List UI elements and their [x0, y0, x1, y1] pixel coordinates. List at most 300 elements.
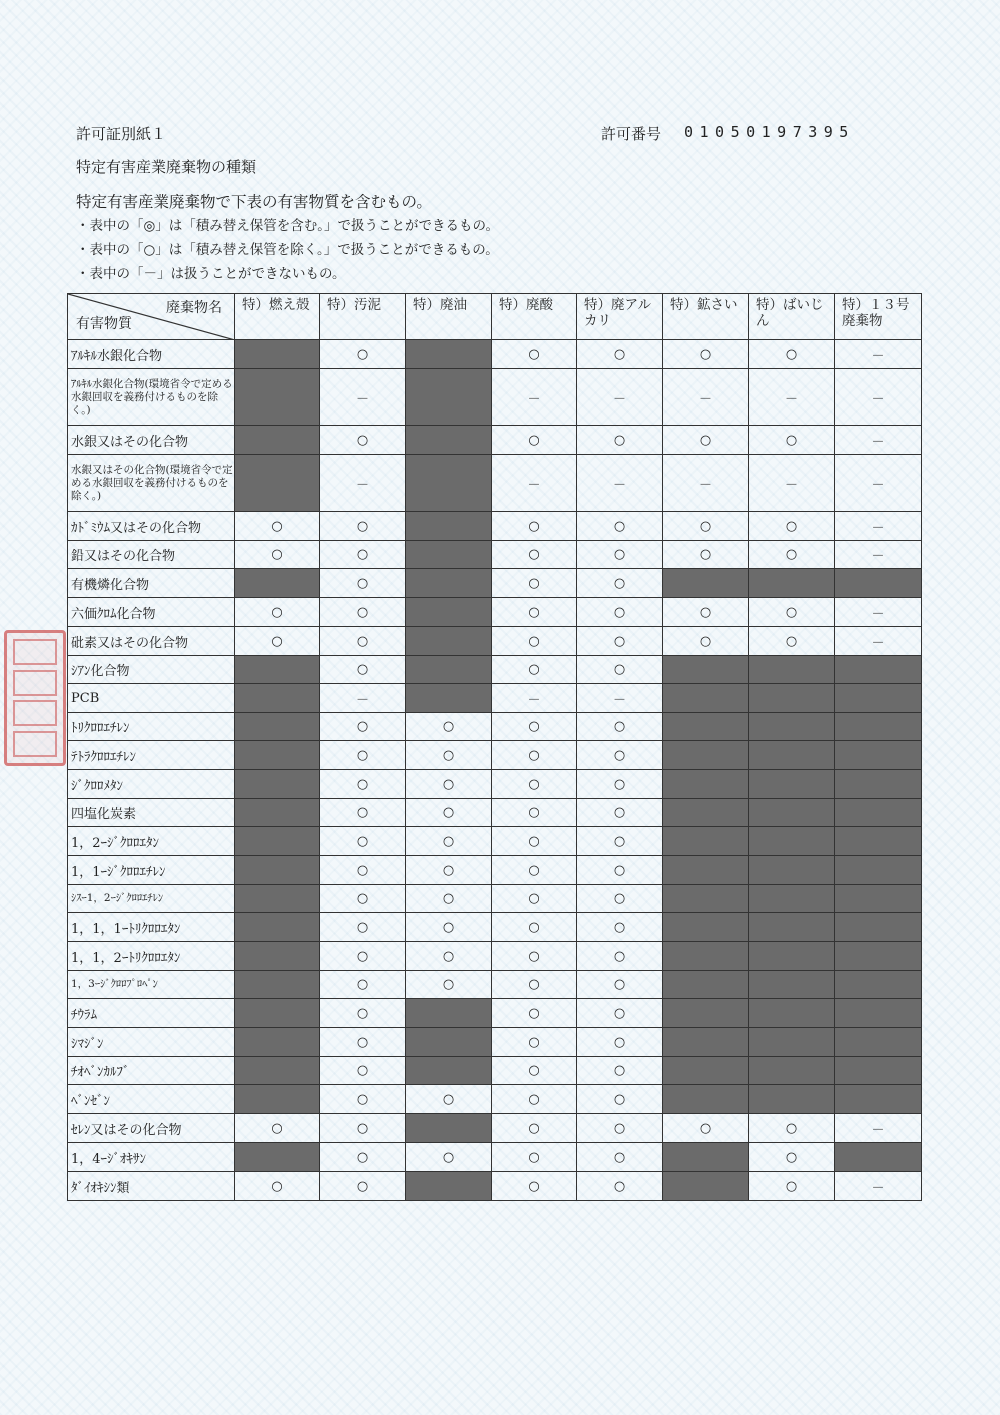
symbol-cell: ○ — [749, 340, 835, 369]
symbol-cell: ○ — [577, 856, 663, 885]
symbol-cell: ○ — [406, 1085, 492, 1114]
not-applicable-cell — [235, 684, 320, 713]
substance-name: 1，1，1ｰﾄﾘｸﾛﾛｴﾀﾝ — [68, 913, 235, 942]
symbol-cell: ○ — [577, 827, 663, 856]
symbol-cell: － — [577, 455, 663, 512]
not-applicable-cell — [235, 1085, 320, 1114]
symbol-cell: ○ — [577, 340, 663, 369]
not-applicable-cell — [835, 942, 922, 971]
not-applicable-cell — [663, 971, 749, 999]
symbol-cell: ○ — [320, 627, 406, 656]
symbol-cell: ○ — [492, 971, 577, 999]
not-applicable-cell — [406, 340, 492, 369]
symbol-cell: ○ — [406, 913, 492, 942]
symbol-cell: ○ — [320, 1114, 406, 1143]
symbol-cell: － — [835, 340, 922, 369]
not-applicable-cell — [235, 741, 320, 770]
table-row — [68, 627, 922, 656]
symbol-cell: ○ — [577, 1143, 663, 1172]
symbol-cell: － — [577, 369, 663, 426]
table-row — [68, 856, 922, 885]
substance-name: ﾁｵﾍﾞﾝｶﾙﾌﾞ — [68, 1057, 235, 1085]
not-applicable-cell — [835, 913, 922, 942]
symbol-cell: ○ — [577, 741, 663, 770]
symbol-cell: ○ — [320, 426, 406, 455]
symbol-cell: ○ — [492, 1085, 577, 1114]
not-applicable-cell — [835, 569, 922, 598]
not-applicable-cell — [663, 713, 749, 741]
not-applicable-cell — [835, 856, 922, 885]
substance-name: 六価ｸﾛﾑ化合物 — [68, 598, 235, 627]
not-applicable-cell — [235, 770, 320, 799]
column-header: 特）燃え殻 — [235, 294, 320, 340]
symbol-cell: ○ — [320, 942, 406, 971]
not-applicable-cell — [235, 856, 320, 885]
table-row — [68, 1114, 922, 1143]
symbol-cell: ○ — [577, 656, 663, 684]
symbol-cell: ○ — [492, 1172, 577, 1201]
symbol-cell: ○ — [320, 913, 406, 942]
table-row — [68, 770, 922, 799]
substance-name: 鉛又はその化合物 — [68, 541, 235, 569]
symbol-cell: ○ — [577, 1085, 663, 1114]
not-applicable-cell — [406, 1057, 492, 1085]
substance-name: 1，2ｰｼﾞｸﾛﾛｴﾀﾝ — [68, 827, 235, 856]
not-applicable-cell — [749, 856, 835, 885]
table-row — [68, 569, 922, 598]
not-applicable-cell — [749, 942, 835, 971]
symbol-cell: ○ — [492, 541, 577, 569]
symbol-cell: ○ — [492, 999, 577, 1028]
not-applicable-cell — [835, 999, 922, 1028]
table-row — [68, 1172, 922, 1201]
symbol-cell: ○ — [577, 713, 663, 741]
symbol-cell: ○ — [663, 426, 749, 455]
not-applicable-cell — [235, 799, 320, 827]
not-applicable-cell — [749, 913, 835, 942]
not-applicable-cell — [406, 1172, 492, 1201]
corner-substance-label: 有害物質 — [76, 316, 132, 332]
symbol-cell: ○ — [492, 512, 577, 541]
not-applicable-cell — [835, 1057, 922, 1085]
symbol-cell: ○ — [406, 827, 492, 856]
symbol-cell: ○ — [663, 598, 749, 627]
not-applicable-cell — [235, 1057, 320, 1085]
not-applicable-cell — [406, 684, 492, 713]
note-2: ・表中の「○」は「積み替え保管を除く。」で扱うことができるもの。 — [76, 242, 499, 258]
symbol-cell: ○ — [235, 627, 320, 656]
not-applicable-cell — [835, 684, 922, 713]
symbol-cell: ○ — [235, 512, 320, 541]
symbol-cell: ○ — [235, 598, 320, 627]
not-applicable-cell — [749, 885, 835, 913]
symbol-cell: ○ — [492, 1057, 577, 1085]
table-row — [68, 799, 922, 827]
symbol-cell: － — [749, 369, 835, 426]
symbol-cell: ○ — [320, 512, 406, 541]
symbol-cell: ○ — [577, 999, 663, 1028]
symbol-cell: ○ — [663, 627, 749, 656]
symbol-cell: ○ — [320, 971, 406, 999]
column-header: 特）１３号廃棄物 — [835, 294, 922, 340]
not-applicable-cell — [663, 1143, 749, 1172]
symbol-cell: ○ — [492, 656, 577, 684]
symbol-cell: ○ — [577, 913, 663, 942]
table-row — [68, 369, 922, 426]
substance-name: 水銀又はその化合物 — [68, 426, 235, 455]
not-applicable-cell — [235, 569, 320, 598]
table-row — [68, 942, 922, 971]
substance-name: 四塩化炭素 — [68, 799, 235, 827]
symbol-cell: ○ — [492, 426, 577, 455]
not-applicable-cell — [749, 770, 835, 799]
note-1: ・表中の「◎」は「積み替え保管を含む。」で扱うことができるもの。 — [76, 218, 499, 234]
symbol-cell: ○ — [320, 1085, 406, 1114]
symbol-cell: ○ — [577, 598, 663, 627]
substance-name: ｼｽｰ1，2ｰｼﾞｸﾛﾛｴﾁﾚﾝ — [68, 885, 235, 913]
symbol-cell: ○ — [749, 598, 835, 627]
not-applicable-cell — [749, 971, 835, 999]
symbol-cell: ○ — [320, 885, 406, 913]
table-body — [68, 340, 922, 1201]
table-row — [68, 1028, 922, 1057]
symbol-cell: － — [749, 455, 835, 512]
hazardous-waste-table — [67, 293, 922, 1201]
symbol-cell: ○ — [492, 799, 577, 827]
table-row — [68, 598, 922, 627]
symbol-cell: － — [320, 369, 406, 426]
table-row — [68, 1085, 922, 1114]
symbol-cell: ○ — [749, 1114, 835, 1143]
not-applicable-cell — [406, 569, 492, 598]
not-applicable-cell — [406, 541, 492, 569]
symbol-cell: － — [492, 455, 577, 512]
not-applicable-cell — [749, 1028, 835, 1057]
symbol-cell: ○ — [577, 426, 663, 455]
symbol-cell: ○ — [406, 713, 492, 741]
section-title: 特定有害産業廃棄物の種類 — [76, 158, 257, 176]
not-applicable-cell — [663, 827, 749, 856]
symbol-cell: ○ — [320, 856, 406, 885]
table-row — [68, 741, 922, 770]
symbol-cell: ○ — [320, 770, 406, 799]
not-applicable-cell — [749, 799, 835, 827]
symbol-cell: ○ — [492, 1143, 577, 1172]
symbol-cell: － — [663, 455, 749, 512]
symbol-cell: － — [492, 684, 577, 713]
table-row — [68, 885, 922, 913]
column-header: 特）廃アルカリ — [577, 294, 663, 340]
substance-name: ｶﾄﾞﾐｳﾑ又はその化合物 — [68, 512, 235, 541]
symbol-cell: ○ — [492, 713, 577, 741]
symbol-cell: ○ — [320, 1057, 406, 1085]
symbol-cell: － — [835, 541, 922, 569]
substance-name: 水銀又はその化合物(環境省令で定める水銀回収を義務付けるものを除く。) — [68, 455, 235, 512]
symbol-cell: ○ — [749, 1172, 835, 1201]
not-applicable-cell — [663, 684, 749, 713]
table-row — [68, 999, 922, 1028]
not-applicable-cell — [835, 656, 922, 684]
symbol-cell: ○ — [749, 426, 835, 455]
symbol-cell: － — [663, 369, 749, 426]
symbol-cell: ○ — [320, 713, 406, 741]
substance-name: 1，1，2ｰﾄﾘｸﾛﾛｴﾀﾝ — [68, 942, 235, 971]
symbol-cell: － — [835, 627, 922, 656]
not-applicable-cell — [835, 713, 922, 741]
symbol-cell: ○ — [320, 598, 406, 627]
symbol-cell: － — [320, 455, 406, 512]
table-row — [68, 684, 922, 713]
not-applicable-cell — [835, 799, 922, 827]
substance-name: 1，4ｰｼﾞｵｷｻﾝ — [68, 1143, 235, 1172]
not-applicable-cell — [235, 369, 320, 426]
not-applicable-cell — [663, 656, 749, 684]
table-row — [68, 340, 922, 369]
not-applicable-cell — [749, 684, 835, 713]
substance-name: ｼﾏｼﾞﾝ — [68, 1028, 235, 1057]
substance-name: ﾄﾘｸﾛﾛｴﾁﾚﾝ — [68, 713, 235, 741]
not-applicable-cell — [406, 656, 492, 684]
symbol-cell: ○ — [320, 999, 406, 1028]
symbol-cell: ○ — [492, 942, 577, 971]
symbol-cell: － — [835, 1172, 922, 1201]
symbol-cell: ○ — [577, 627, 663, 656]
symbol-cell: ○ — [406, 885, 492, 913]
substance-name: ｱﾙｷﾙ水銀化合物 — [68, 340, 235, 369]
substance-name: ﾀﾞｲｵｷｼﾝ類 — [68, 1172, 235, 1201]
not-applicable-cell — [406, 512, 492, 541]
symbol-cell: ○ — [663, 340, 749, 369]
symbol-cell: － — [577, 684, 663, 713]
table-row — [68, 827, 922, 856]
symbol-cell: ○ — [235, 1114, 320, 1143]
note-3: ・表中の「－」は扱うことができないもの。 — [76, 266, 346, 282]
not-applicable-cell — [663, 770, 749, 799]
not-applicable-cell — [749, 656, 835, 684]
not-applicable-cell — [663, 741, 749, 770]
permit-number-label: 許可番号 — [601, 125, 662, 143]
not-applicable-cell — [663, 942, 749, 971]
not-applicable-cell — [749, 713, 835, 741]
table-row — [68, 656, 922, 684]
symbol-cell: ○ — [492, 569, 577, 598]
not-applicable-cell — [749, 741, 835, 770]
substance-name: 1，3ｰｼﾞｸﾛﾛﾌﾟﾛﾍﾟﾝ — [68, 971, 235, 999]
not-applicable-cell — [406, 627, 492, 656]
symbol-cell: ○ — [663, 1114, 749, 1143]
not-applicable-cell — [663, 913, 749, 942]
symbol-cell: ○ — [320, 569, 406, 598]
symbol-cell: ○ — [749, 1143, 835, 1172]
symbol-cell: ○ — [492, 856, 577, 885]
form-title: 許可証別紙１ — [76, 125, 167, 143]
substance-name: 有機燐化合物 — [68, 569, 235, 598]
not-applicable-cell — [663, 569, 749, 598]
corner-waste-name-label: 廃棄物名 — [166, 300, 222, 316]
not-applicable-cell — [663, 1057, 749, 1085]
symbol-cell: ○ — [235, 541, 320, 569]
not-applicable-cell — [406, 999, 492, 1028]
not-applicable-cell — [835, 827, 922, 856]
symbol-cell: － — [835, 369, 922, 426]
symbol-cell: ○ — [235, 1172, 320, 1201]
not-applicable-cell — [235, 426, 320, 455]
symbol-cell: ○ — [492, 598, 577, 627]
symbol-cell: ○ — [492, 827, 577, 856]
not-applicable-cell — [749, 569, 835, 598]
symbol-cell: ○ — [406, 741, 492, 770]
symbol-cell: ○ — [663, 512, 749, 541]
symbol-cell: ○ — [320, 827, 406, 856]
symbol-cell: － — [835, 598, 922, 627]
not-applicable-cell — [235, 1028, 320, 1057]
not-applicable-cell — [749, 999, 835, 1028]
not-applicable-cell — [663, 999, 749, 1028]
substance-name: ﾃﾄﾗｸﾛﾛｴﾁﾚﾝ — [68, 741, 235, 770]
symbol-cell: ○ — [577, 971, 663, 999]
symbol-cell: ○ — [577, 1057, 663, 1085]
table-row — [68, 455, 922, 512]
substance-name: ｼｱﾝ化合物 — [68, 656, 235, 684]
symbol-cell: ○ — [749, 541, 835, 569]
symbol-cell: ○ — [406, 856, 492, 885]
symbol-cell: － — [835, 426, 922, 455]
not-applicable-cell — [835, 770, 922, 799]
not-applicable-cell — [235, 913, 320, 942]
not-applicable-cell — [663, 799, 749, 827]
symbol-cell: ○ — [492, 340, 577, 369]
not-applicable-cell — [235, 999, 320, 1028]
symbol-cell: ○ — [320, 1143, 406, 1172]
not-applicable-cell — [835, 1085, 922, 1114]
not-applicable-cell — [235, 340, 320, 369]
table-row — [68, 913, 922, 942]
symbol-cell: ○ — [492, 1028, 577, 1057]
not-applicable-cell — [663, 1028, 749, 1057]
substance-name: ﾍﾞﾝｾﾞﾝ — [68, 1085, 235, 1114]
substance-name: ｾﾚﾝ又はその化合物 — [68, 1114, 235, 1143]
symbol-cell: ○ — [577, 1172, 663, 1201]
symbol-cell: ○ — [406, 971, 492, 999]
not-applicable-cell — [663, 885, 749, 913]
not-applicable-cell — [835, 1143, 922, 1172]
not-applicable-cell — [749, 1085, 835, 1114]
not-applicable-cell — [663, 1172, 749, 1201]
table-row — [68, 1143, 922, 1172]
symbol-cell: ○ — [492, 741, 577, 770]
not-applicable-cell — [406, 1114, 492, 1143]
symbol-cell: ○ — [406, 799, 492, 827]
symbol-cell: ○ — [406, 1143, 492, 1172]
not-applicable-cell — [235, 1143, 320, 1172]
symbol-cell: ○ — [320, 741, 406, 770]
official-seal-stamp — [4, 630, 66, 766]
symbol-cell: ○ — [492, 770, 577, 799]
substance-name: 1，1ｰｼﾞｸﾛﾛｴﾁﾚﾝ — [68, 856, 235, 885]
column-header: 特）廃酸 — [492, 294, 577, 340]
not-applicable-cell — [235, 942, 320, 971]
substance-name: ﾁｳﾗﾑ — [68, 999, 235, 1028]
symbol-cell: ○ — [406, 942, 492, 971]
not-applicable-cell — [749, 827, 835, 856]
symbol-cell: ○ — [577, 569, 663, 598]
column-header: 特）鉱さい — [663, 294, 749, 340]
intro-text: 特定有害産業廃棄物で下表の有害物質を含むもの。 — [76, 193, 432, 211]
symbol-cell: ○ — [749, 627, 835, 656]
not-applicable-cell — [235, 656, 320, 684]
substance-name: 砒素又はその化合物 — [68, 627, 235, 656]
not-applicable-cell — [406, 369, 492, 426]
not-applicable-cell — [835, 885, 922, 913]
substance-name: ｱﾙｷﾙ水銀化合物(環境省令で定める水銀回収を義務付けるものを除く。) — [68, 369, 235, 426]
symbol-cell: ○ — [577, 942, 663, 971]
symbol-cell: ○ — [320, 1028, 406, 1057]
symbol-cell: － — [835, 512, 922, 541]
permit-number: 01050197395 — [684, 123, 855, 141]
not-applicable-cell — [406, 598, 492, 627]
symbol-cell: ○ — [577, 1028, 663, 1057]
symbol-cell: ○ — [406, 770, 492, 799]
table-row — [68, 713, 922, 741]
symbol-cell: ○ — [663, 541, 749, 569]
symbol-cell: ○ — [577, 512, 663, 541]
symbol-cell: ○ — [320, 340, 406, 369]
symbol-cell: － — [835, 455, 922, 512]
not-applicable-cell — [406, 426, 492, 455]
not-applicable-cell — [235, 713, 320, 741]
symbol-cell: ○ — [492, 913, 577, 942]
column-header: 特）汚泥 — [320, 294, 406, 340]
table-corner-header — [68, 294, 235, 340]
symbol-cell: ○ — [577, 799, 663, 827]
table-row — [68, 1057, 922, 1085]
not-applicable-cell — [406, 455, 492, 512]
substance-name: PCB — [68, 684, 235, 713]
table-row — [68, 426, 922, 455]
symbol-cell: ○ — [320, 541, 406, 569]
table-row — [68, 541, 922, 569]
not-applicable-cell — [235, 885, 320, 913]
symbol-cell: ○ — [749, 512, 835, 541]
column-header: 特）廃油 — [406, 294, 492, 340]
not-applicable-cell — [835, 971, 922, 999]
column-header: 特）ばいじん — [749, 294, 835, 340]
not-applicable-cell — [835, 741, 922, 770]
not-applicable-cell — [235, 455, 320, 512]
symbol-cell: ○ — [577, 541, 663, 569]
symbol-cell: ○ — [577, 1114, 663, 1143]
symbol-cell: ○ — [577, 885, 663, 913]
symbol-cell: － — [320, 684, 406, 713]
symbol-cell: ○ — [577, 770, 663, 799]
symbol-cell: － — [492, 369, 577, 426]
not-applicable-cell — [749, 1057, 835, 1085]
symbol-cell: ○ — [492, 1114, 577, 1143]
not-applicable-cell — [663, 1085, 749, 1114]
not-applicable-cell — [835, 1028, 922, 1057]
table-row — [68, 512, 922, 541]
not-applicable-cell — [235, 971, 320, 999]
symbol-cell: ○ — [320, 1172, 406, 1201]
symbol-cell: － — [835, 1114, 922, 1143]
symbol-cell: ○ — [320, 656, 406, 684]
table-row — [68, 971, 922, 999]
symbol-cell: ○ — [320, 799, 406, 827]
not-applicable-cell — [663, 856, 749, 885]
substance-name: ｼﾞｸﾛﾛﾒﾀﾝ — [68, 770, 235, 799]
not-applicable-cell — [406, 1028, 492, 1057]
symbol-cell: ○ — [492, 627, 577, 656]
